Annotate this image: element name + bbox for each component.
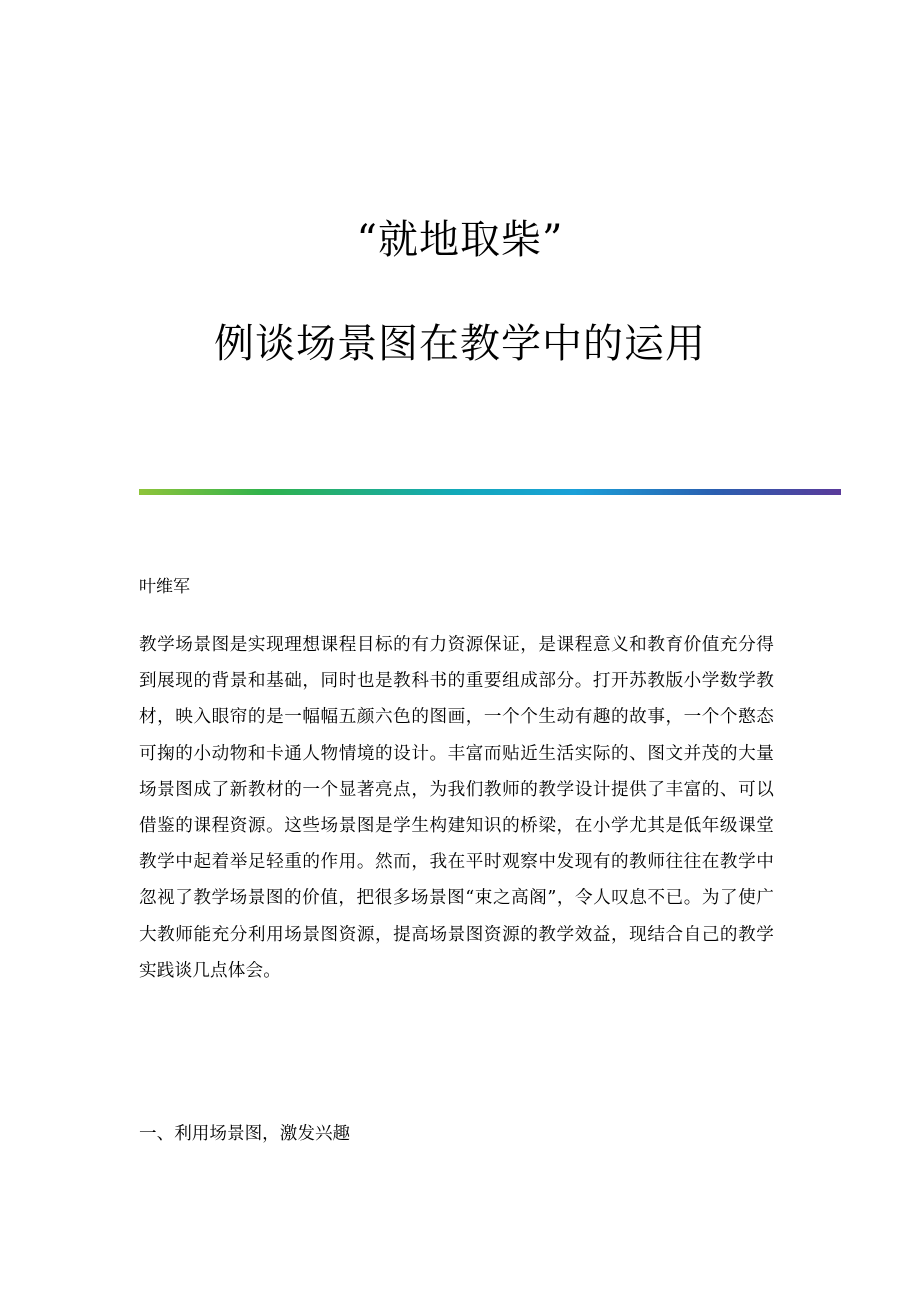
author-name: 叶维军: [139, 577, 190, 597]
document-title-line-2: 例谈场景图在教学中的运用: [214, 321, 706, 367]
section-heading: 一、利用场景图，激发兴趣: [139, 1124, 351, 1144]
intro-paragraph: 教学场景图是实现理想课程目标的有力资源保证，是课程意义和教育价值充分得到展现的背景和基础，同时也是教科书的重要组成部分。打开苏教版小学数学教材，映入眼帘的是一幅幅五颜六色的图画，一个个生动有趣的故事，一个个憨态可掬的小动物和卡通人物情境的设计。丰富而贴近生活实际的、图文并茂的大量场景图成了新教材的一个显著亮点，为我们教师的教学设计提供了丰富的、可以借鉴的课程资源。这些场景图是学生构建知识的桥梁，在小学尤其是低年级课堂教学中起着举足轻重的作用。然而，我在平时观察中发现有的教师往往在教学中忽视了教学场景图的价值，把很多场景图“束之高阁”，令人叹息不已。为了使广大教师能充分利用场景图资源，提高场景图资源的教学效益，现结合自己的教学实践谈几点体会。: [139, 635, 774, 981]
document-title-line-1: “就地取柴”: [356, 217, 564, 263]
gradient-divider: [139, 489, 841, 495]
